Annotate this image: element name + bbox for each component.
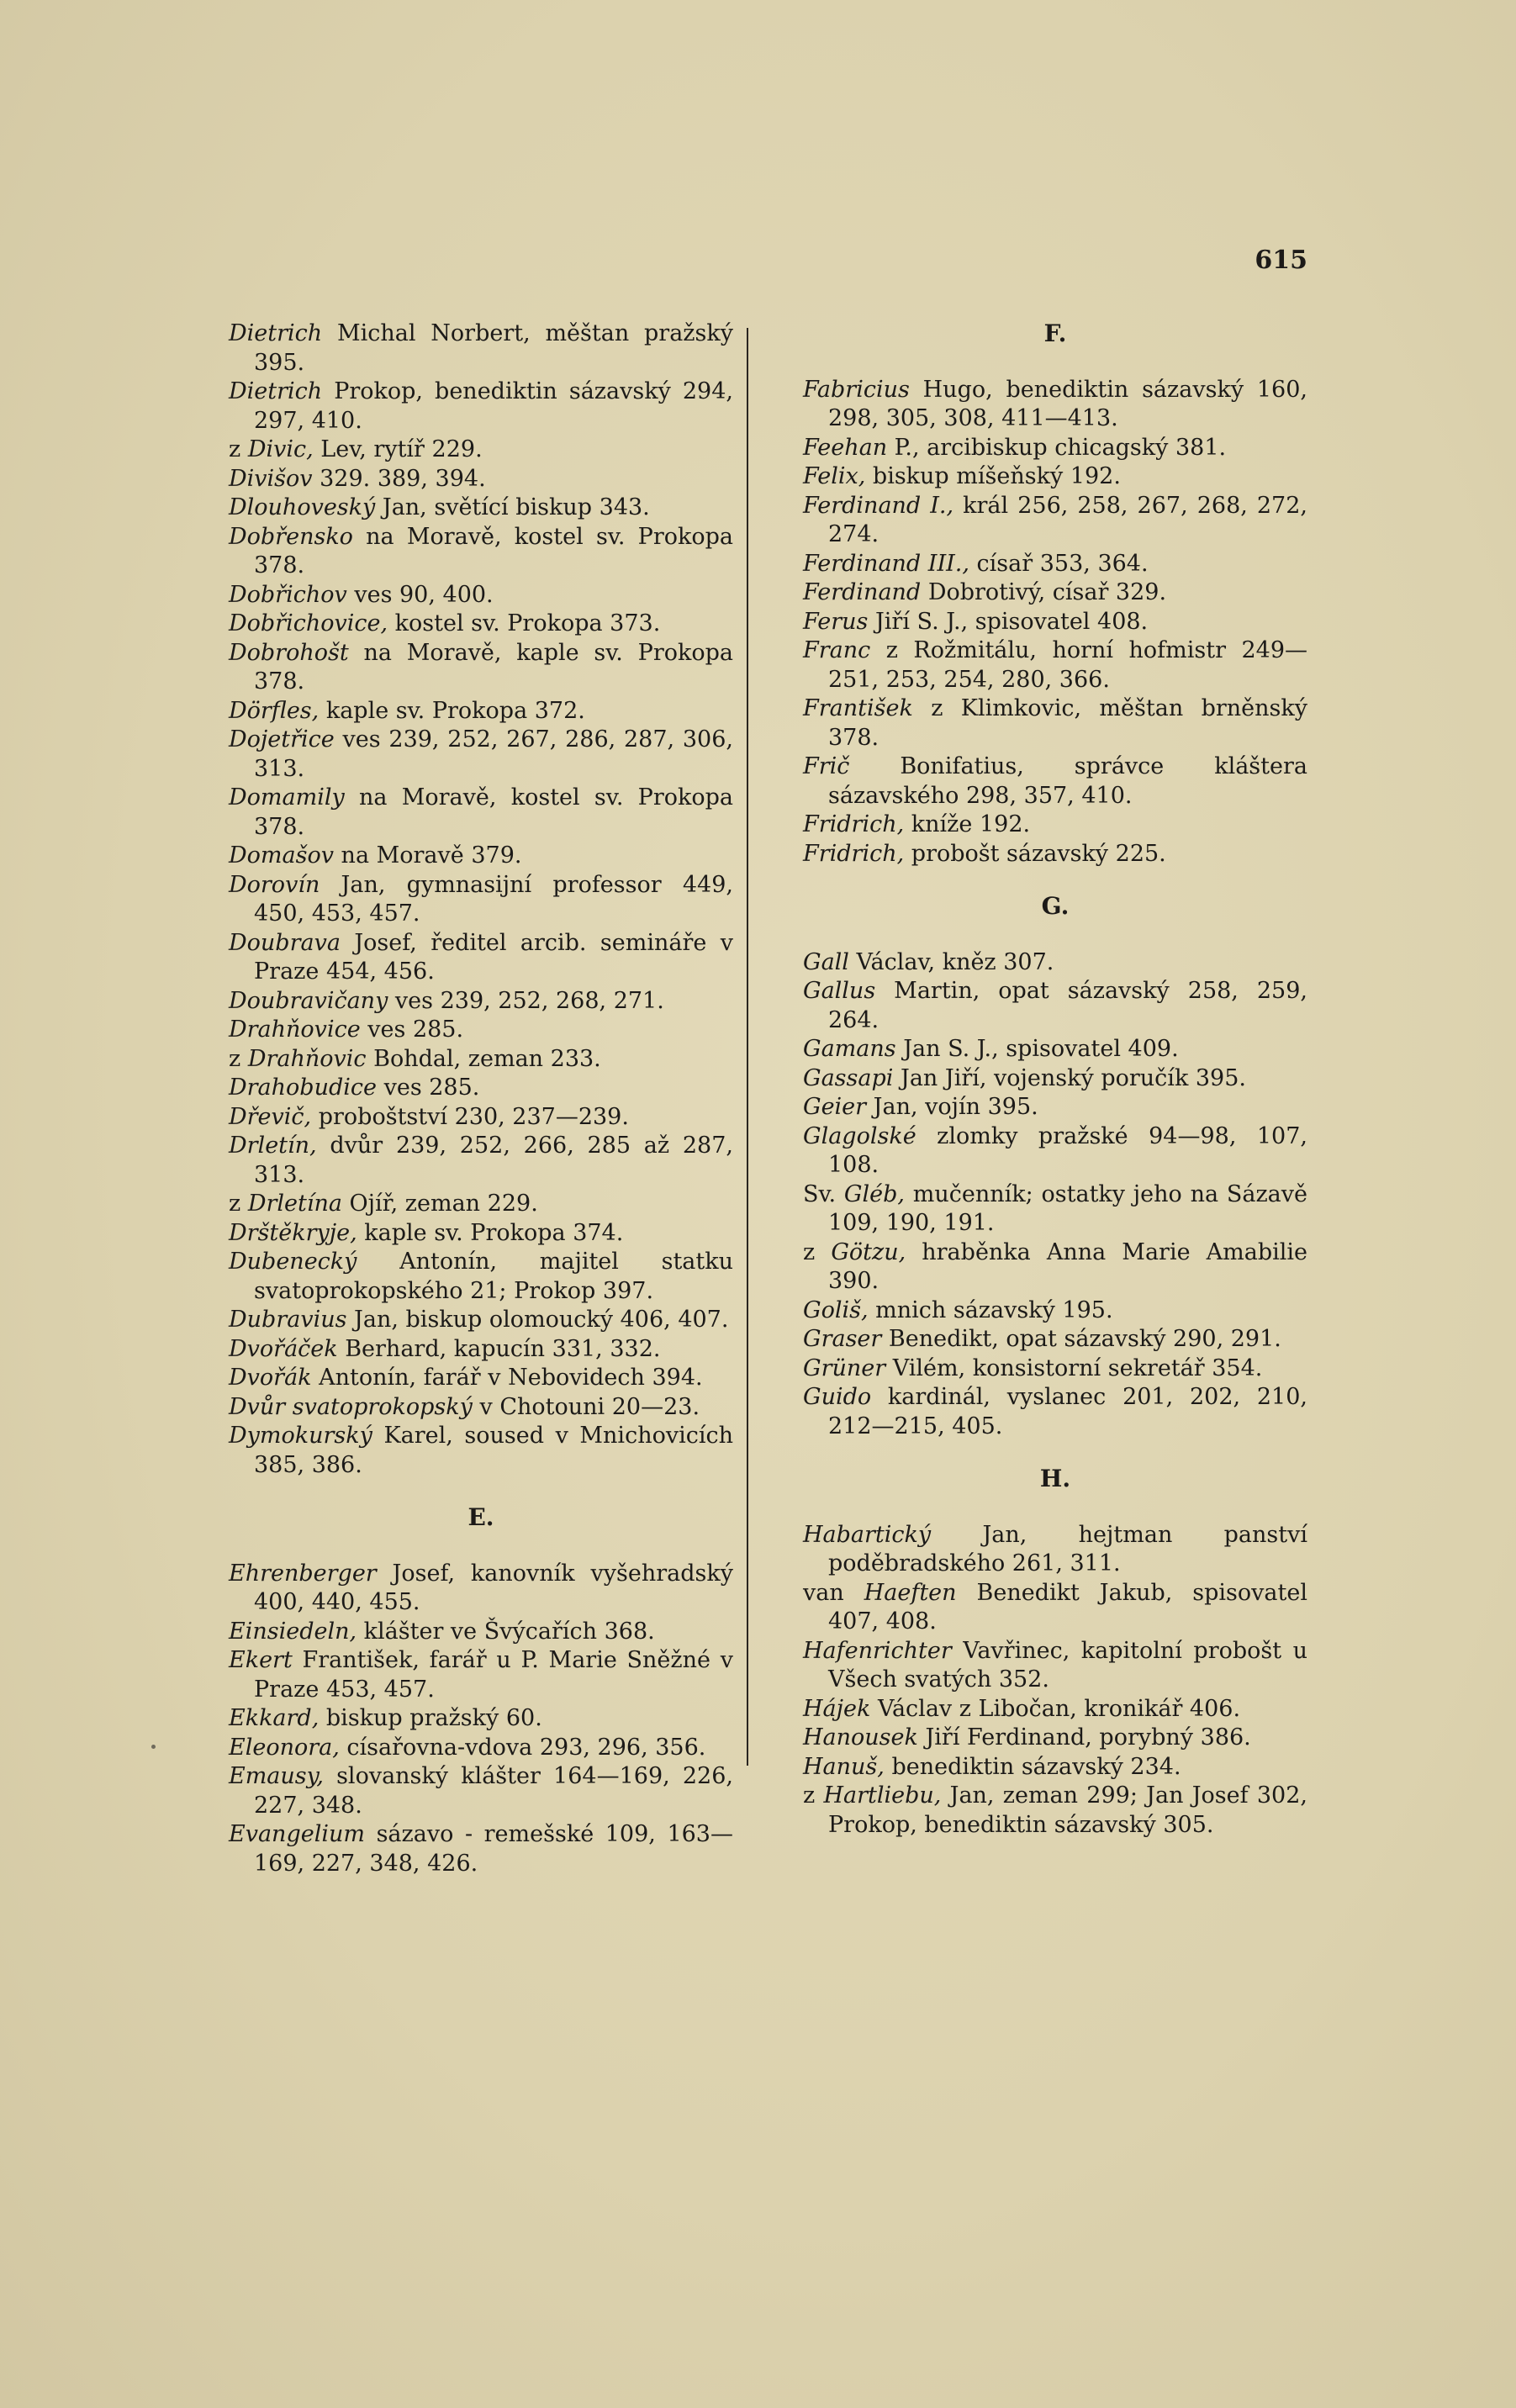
entry-text: klášter ve Švýcařích 368. xyxy=(357,1618,655,1645)
entry-headword: Goliš, xyxy=(803,1296,869,1323)
entry-text: Jan Jiří, vojenský poručík 395. xyxy=(893,1064,1247,1091)
entry-headword: Glagolské xyxy=(803,1122,916,1149)
entry-headword: Drahobudice xyxy=(229,1075,377,1101)
entry-headword: Hájek xyxy=(803,1695,871,1722)
entry-headword: Gallus xyxy=(803,978,876,1004)
entry-headword: Doubravičany xyxy=(229,987,388,1014)
index-entry xyxy=(229,581,733,610)
entry-headword: Domašov xyxy=(229,842,334,869)
entry-headword: Feehan xyxy=(803,434,888,461)
index-entry xyxy=(803,1296,1307,1326)
index-entry xyxy=(803,1383,1307,1441)
entry-text: na Moravě, kaple sv. Prokopa 378. xyxy=(254,639,733,694)
entry-text: Jan, světící biskup 343. xyxy=(375,494,650,520)
entry-headword: Divišov xyxy=(229,465,313,492)
index-entry xyxy=(803,492,1307,550)
index-entry xyxy=(803,694,1307,752)
right-column xyxy=(803,319,1307,1840)
index-entry xyxy=(229,465,733,494)
entry-headword: Götzu, xyxy=(831,1238,906,1265)
entry-headword: Emausy, xyxy=(229,1763,324,1789)
entry-text: kníže 192. xyxy=(904,811,1031,837)
index-entry xyxy=(229,436,733,465)
entry-text: Hugo, benediktin sázavský 160, 298, 305, 308, 411—413. xyxy=(828,376,1307,431)
entry-text: Jiří Ferdinand, porybný 386. xyxy=(917,1724,1251,1751)
index-entry xyxy=(229,842,733,871)
entry-text: zlomky pražské 94—98, 107, 108. xyxy=(828,1122,1307,1178)
entry-prefix: van xyxy=(803,1579,864,1606)
entry-text: Josef, ředitel arcib. semináře v Praze 454, 456. xyxy=(254,929,733,985)
entry-text: Jan, hejtman panství poděbradského 261, 311. xyxy=(828,1521,1307,1576)
index-entry xyxy=(803,376,1307,434)
entry-text: Martin, opat sázavský 258, 259, 264. xyxy=(828,978,1307,1033)
entry-text: kardinál, vyslanec 201, 202, 210, 212—215, 405. xyxy=(828,1384,1307,1439)
entry-headword: Graser xyxy=(803,1326,882,1352)
entry-text: Bonifatius, správce kláštera sázavského 298, 357, 410. xyxy=(828,753,1307,809)
entry-text: ves 90, 400. xyxy=(346,581,494,608)
entry-headword: Ferdinand I., xyxy=(803,492,954,519)
entry-text: Ojíř, zeman 229. xyxy=(341,1191,538,1217)
entry-text: Václav, kněz 307. xyxy=(848,948,1054,975)
entry-headword: Ekkard, xyxy=(229,1705,320,1731)
entry-text: Antonín, farář v Nebovidech 394. xyxy=(311,1365,703,1391)
entry-text: Jan S. J., spisovatel 409. xyxy=(895,1036,1179,1062)
entry-prefix: z xyxy=(229,436,248,462)
index-entry xyxy=(229,1248,733,1306)
entry-text: mučenník; ostatky jeho na Sázavě 109, 190, 191. xyxy=(828,1180,1308,1236)
index-entry xyxy=(229,1646,733,1704)
index-entry xyxy=(229,726,733,784)
entry-text: z Klimkovic, měštan brněnský 378. xyxy=(828,695,1307,751)
index-entry xyxy=(803,1579,1307,1637)
entry-text: na Moravě, kostel sv. Prokopa 378. xyxy=(254,523,733,578)
entry-prefix: z xyxy=(803,1782,824,1809)
entry-text: Antonín, majitel statku svatoprokopského 21; Prokop 397. xyxy=(254,1249,733,1304)
index-entry xyxy=(803,1035,1307,1064)
section-letter: G. xyxy=(1041,892,1070,920)
index-entry xyxy=(229,523,733,581)
index-entry xyxy=(229,1306,733,1335)
index-entry xyxy=(803,1325,1307,1354)
entry-text: ves 285. xyxy=(360,1017,464,1043)
index-entry xyxy=(229,1219,733,1249)
entry-headword: Dojetřice xyxy=(229,726,335,752)
section-letter: H. xyxy=(1039,1465,1071,1492)
entry-text: probošt sázavský 225. xyxy=(904,840,1166,867)
entry-text: na Moravě 379. xyxy=(333,842,522,869)
entry-headword: Drštěkryje, xyxy=(229,1219,357,1246)
entry-headword: Hafenrichter xyxy=(803,1637,952,1664)
entry-text: biskup pražský 60. xyxy=(319,1705,542,1731)
entry-text: slovanský klášter 164—169, 226, 227, 348. xyxy=(254,1763,733,1819)
index-entry xyxy=(229,1074,733,1103)
entry-headword: Gléb, xyxy=(843,1180,905,1207)
entry-headword: Drletín, xyxy=(229,1133,317,1159)
index-entry xyxy=(229,987,733,1017)
entry-headword: Hanousek xyxy=(803,1724,918,1751)
entry-headword: Ekert xyxy=(229,1647,293,1673)
index-entry xyxy=(803,1695,1307,1724)
entry-text: hraběnka Anna Marie Amabilie 390. xyxy=(828,1238,1307,1294)
index-entry xyxy=(803,948,1307,978)
index-entry xyxy=(229,1045,733,1075)
entry-text: biskup míšeňský 192. xyxy=(865,463,1121,489)
entry-headword: Dubenecký xyxy=(229,1249,357,1275)
entry-headword: Franc xyxy=(803,637,871,663)
entry-text: Benedikt, opat sázavský 290, 291. xyxy=(881,1326,1281,1352)
entry-text: Lev, rytíř 229. xyxy=(313,436,483,462)
entry-headword: Domamily xyxy=(229,784,345,811)
index-entry xyxy=(803,1521,1307,1579)
entry-headword: Doubrava xyxy=(229,929,341,956)
entry-headword: Felix, xyxy=(803,463,866,489)
index-entry xyxy=(229,639,733,697)
entry-text: Václav z Libočan, kronikář 406. xyxy=(870,1695,1241,1722)
entry-text: z Rožmitálu, horní hofmistr 249—251, 253, 254, 280, 366. xyxy=(828,637,1307,693)
entry-text: kaple sv. Prokopa 374. xyxy=(357,1219,624,1246)
entry-text: František, farář u P. Marie Sněžné v Praze 453, 457. xyxy=(254,1647,733,1703)
index-entry xyxy=(229,784,733,842)
index-entry xyxy=(229,1704,733,1734)
entry-headword: Frič xyxy=(803,753,850,779)
entry-headword: Geier xyxy=(803,1094,867,1120)
index-entry xyxy=(803,1782,1307,1840)
entry-text: Karel, soused v Mnichovicích 385, 386. xyxy=(254,1423,733,1478)
index-entry xyxy=(803,1064,1307,1094)
entry-text: Berhard, kapucín 331, 332. xyxy=(337,1335,661,1362)
entry-headword: Haeften xyxy=(864,1579,957,1606)
entry-headword: Evangelium xyxy=(229,1821,365,1847)
entry-headword: Dvořák xyxy=(229,1365,312,1391)
index-entry xyxy=(229,1618,733,1647)
entry-text: proboštství 230, 237—239. xyxy=(311,1103,629,1130)
entry-headword: Drahňovice xyxy=(229,1017,361,1043)
entry-text: Josef, kanovník vyšehradský 400, 440, 455. xyxy=(254,1560,733,1615)
paper-speck xyxy=(151,1745,156,1749)
index-entry xyxy=(229,871,733,929)
column-divider xyxy=(747,328,748,1766)
index-entry xyxy=(803,636,1307,694)
index-entry xyxy=(229,319,733,378)
entry-headword: František xyxy=(803,695,913,721)
entry-text: mnich sázavský 195. xyxy=(868,1296,1113,1323)
index-entry xyxy=(229,1103,733,1133)
entry-headword: Gamans xyxy=(803,1036,896,1062)
entry-prefix: z xyxy=(229,1045,248,1072)
entry-headword: Ferdinand III., xyxy=(803,550,969,577)
entry-text: 329. 389, 394. xyxy=(312,465,486,492)
entry-headword: Dorovín xyxy=(229,871,320,898)
entry-text: Jan, gymnasijní professor 449, 450, 453, 457. xyxy=(254,871,733,927)
index-entry xyxy=(803,462,1307,492)
entry-text: Prokop, benediktin sázavský 294, 297, 410. xyxy=(254,378,733,434)
entry-headword: Guido xyxy=(803,1384,872,1410)
entry-headword: Drahňovic xyxy=(247,1045,367,1072)
index-entry xyxy=(803,550,1307,579)
index-entry xyxy=(803,811,1307,840)
entry-text: Jan, biskup olomoucký 406, 407. xyxy=(346,1307,729,1333)
entry-text: král 256, 258, 267, 268, 272, 274. xyxy=(828,492,1307,547)
index-entry xyxy=(803,1724,1307,1753)
index-entry xyxy=(229,697,733,726)
index-entry xyxy=(229,610,733,639)
entry-text: Benedikt Jakub, spisovatel 407, 408. xyxy=(828,1579,1307,1634)
entry-headword: Dlouhoveský xyxy=(229,494,376,520)
entry-prefix: z xyxy=(803,1238,832,1265)
index-entry xyxy=(229,378,733,436)
left-column xyxy=(229,319,733,1878)
entry-headword: Dvůr svatoprokopský xyxy=(229,1393,473,1420)
entry-text: ves 285. xyxy=(377,1075,480,1101)
section-letter: F. xyxy=(1043,319,1067,347)
index-entry xyxy=(803,1637,1307,1695)
index-entry xyxy=(229,1364,733,1393)
index-entry xyxy=(803,1238,1307,1296)
entry-text: Michal Norbert, měštan pražský 395. xyxy=(254,320,733,376)
index-entry xyxy=(803,1093,1307,1122)
index-entry xyxy=(803,1753,1307,1782)
entry-text: P., arcibiskup chicagský 381. xyxy=(887,434,1227,461)
index-entry xyxy=(229,929,733,987)
index-entry xyxy=(803,608,1307,637)
entry-headword: Dörfles, xyxy=(229,697,320,724)
entry-text: Dobrotivý, císař 329. xyxy=(921,579,1167,605)
entry-headword: Hanuš, xyxy=(803,1753,885,1780)
entry-headword: Fridrich, xyxy=(803,840,905,867)
entry-text: sázavo - remešské 109, 163—169, 227, 348, 426. xyxy=(254,1821,733,1877)
entry-text: Jiří S. J., spisovatel 408. xyxy=(868,608,1149,635)
entry-prefix: Sv. xyxy=(803,1180,844,1207)
entry-headword: Gall xyxy=(803,948,849,975)
index-entry xyxy=(229,1132,733,1190)
entry-headword: Einsiedeln, xyxy=(229,1618,357,1645)
entry-headword: Dobřensko xyxy=(229,523,353,550)
index-entry xyxy=(229,1190,733,1219)
section-letter: E. xyxy=(467,1503,494,1531)
entry-text: dvůr 239, 252, 266, 285 až 287, 313. xyxy=(254,1133,733,1188)
entry-text: benediktin sázavský 234. xyxy=(884,1753,1181,1780)
entry-text: Jan, zeman 299; Jan Josef 302, Prokop, benediktin sázavský 305. xyxy=(828,1782,1307,1838)
entry-text: na Moravě, kostel sv. Prokopa 378. xyxy=(254,784,733,840)
entry-headword: Eleonora, xyxy=(229,1734,340,1761)
index-entry xyxy=(803,1180,1307,1238)
index-entry xyxy=(229,1335,733,1365)
entry-headword: Divic, xyxy=(247,436,314,462)
entry-headword: Drletína xyxy=(247,1191,342,1217)
index-entry xyxy=(803,840,1307,869)
index-entry xyxy=(803,1122,1307,1180)
entry-headword: Grüner xyxy=(803,1354,886,1381)
entry-text: kaple sv. Prokopa 372. xyxy=(319,697,585,724)
entry-headword: Dvořáček xyxy=(229,1335,338,1362)
entry-text: Vilém, konsistorní sekretář 354. xyxy=(885,1354,1263,1381)
entry-text: Bohdal, zeman 233. xyxy=(366,1045,601,1072)
index-entry xyxy=(229,1016,733,1045)
entry-headword: Habartický xyxy=(803,1521,932,1548)
entry-text: Vavřinec, kapitolní probošt u Všech svatých 352. xyxy=(828,1637,1307,1692)
entry-headword: Dietrich xyxy=(229,320,323,346)
entry-text: Jan, vojín 395. xyxy=(866,1094,1038,1120)
entry-text: kostel sv. Prokopa 373. xyxy=(388,610,661,636)
entry-text: ves 239, 252, 267, 286, 287, 306, 313. xyxy=(254,726,733,782)
entry-prefix: z xyxy=(229,1191,248,1217)
index-entry xyxy=(803,977,1307,1035)
entry-headword: Ehrenberger xyxy=(229,1560,377,1587)
entry-text: císařovna-vdova 293, 296, 356. xyxy=(339,1734,706,1761)
index-entry xyxy=(229,1820,733,1878)
entry-headword: Dobřichovice, xyxy=(229,610,388,636)
entry-headword: Dubravius xyxy=(229,1307,347,1333)
entry-headword: Gassapi xyxy=(803,1064,894,1091)
page-number: 615 xyxy=(1255,246,1307,275)
entry-headword: Dymokurský xyxy=(229,1423,372,1449)
index-entry xyxy=(229,1560,733,1618)
index-entry xyxy=(229,1762,733,1820)
entry-headword: Dietrich xyxy=(229,378,323,404)
index-entry xyxy=(803,578,1307,608)
index-entry xyxy=(803,434,1307,463)
index-entry xyxy=(229,1393,733,1423)
entry-headword: Dobřichov xyxy=(229,581,347,608)
entry-headword: Ferus xyxy=(803,608,869,635)
index-entry xyxy=(803,752,1307,811)
entry-headword: Hartliebu, xyxy=(823,1782,942,1809)
index-entry xyxy=(229,494,733,523)
entry-text: v Chotouni 20—23. xyxy=(472,1393,700,1420)
index-entry xyxy=(229,1422,733,1480)
entry-text: ves 239, 252, 268, 271. xyxy=(388,987,664,1014)
entry-headword: Ferdinand xyxy=(803,579,922,605)
entry-headword: Fabricius xyxy=(803,376,910,403)
entry-text: císař 353, 364. xyxy=(969,550,1149,577)
entry-headword: Dřevič, xyxy=(229,1103,312,1130)
index-entry xyxy=(803,1354,1307,1384)
entry-headword: Fridrich, xyxy=(803,811,905,837)
entry-headword: Dobrohošt xyxy=(229,639,349,666)
index-entry xyxy=(229,1734,733,1763)
